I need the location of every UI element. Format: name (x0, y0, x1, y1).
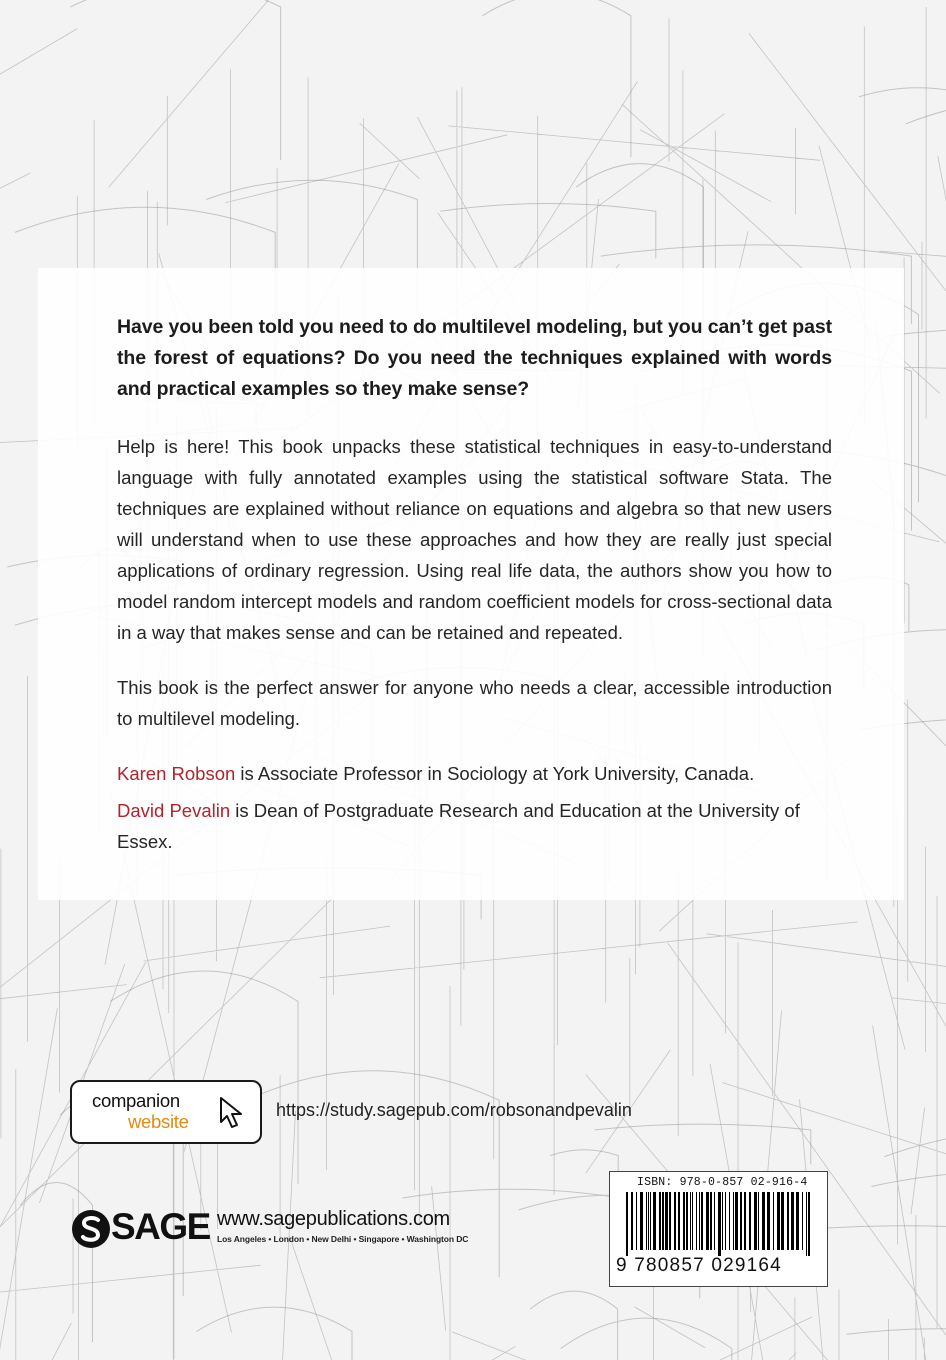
author-name: Karen Robson (117, 763, 236, 784)
barcode-bar (802, 1192, 803, 1250)
description-paragraph: Help is here! This book unpacks these statistical techniques in easy-to-understand language with fully annotated examples using the statistical software Stata. The techniques are explained without reliance on equations and algebra so that new users will understand when to use these approaches and how they are really just special applications of ordinary regression. Using real life data, the authors show you how to model random intercept models and random coefficient models for cross-sectional data in a way that makes sense and can be retained and repeated. (117, 436, 832, 643)
barcode-bar (796, 1192, 799, 1250)
author-name: David Pevalin (117, 800, 231, 821)
audience-paragraph: This book is the perfect answer for anyone who needs a clear, accessible introduction to multilevel modeling. (117, 677, 832, 729)
isbn-label: ISBN: 978-0-857 02-916-4 (637, 1176, 808, 1189)
barcode-bar (710, 1192, 712, 1250)
barcode-bar (699, 1192, 700, 1250)
barcode-bar (646, 1192, 647, 1250)
barcode-bar (758, 1192, 759, 1250)
barcode-bar (690, 1192, 691, 1250)
author-bio (117, 758, 832, 789)
barcode-bar (722, 1192, 723, 1250)
barcode-bar (662, 1192, 664, 1250)
barcode-bar (718, 1192, 721, 1256)
companion-website-badge[interactable] (70, 1080, 262, 1144)
barcode-bar (648, 1192, 649, 1250)
website-label: website (128, 1111, 189, 1132)
barcode-bar (740, 1192, 742, 1250)
barcode-bar (781, 1192, 784, 1250)
barcode-bar (808, 1192, 810, 1256)
barcode-bar (683, 1192, 685, 1250)
companion-url[interactable]: https://study.sagepub.com/robsonandpevalin (276, 1100, 632, 1120)
barcode-bar (744, 1192, 746, 1250)
publisher-cities: Los Angeles • London • New Delhi • Singapore • Washington DC (217, 1234, 469, 1244)
barcode-bar (714, 1192, 715, 1250)
companion-label: companion (92, 1090, 180, 1111)
barcode-bar (706, 1192, 709, 1250)
author-bio-text: is Dean of Postgraduate Research and Education at the University of Essex. (117, 800, 800, 852)
barcode-bar (640, 1192, 643, 1250)
barcode-bar (749, 1192, 751, 1250)
barcode-bar (767, 1192, 770, 1250)
lead-question: Have you been told you need to do multilevel modeling, but you can’t get past the forest of equations? Do you need the techniques explained with words and practical examples so they make sense? (117, 316, 832, 400)
barcode-bar (791, 1192, 794, 1250)
barcode-bar (665, 1192, 668, 1250)
barcode-bar (678, 1192, 680, 1250)
barcode-bar (701, 1192, 703, 1250)
barcode-digits: 9 780857 029164 (616, 1255, 782, 1276)
back-cover-blurb (117, 312, 832, 863)
publisher-website[interactable]: www.sagepublications.com (217, 1208, 450, 1230)
barcode-bar (674, 1192, 676, 1250)
author-bio-text: is Associate Professor in Sociology at York University, Canada. (235, 763, 755, 784)
barcode-bar (659, 1192, 661, 1250)
barcode-bar (669, 1192, 671, 1250)
barcode-bar (631, 1192, 633, 1250)
barcode-bar (735, 1192, 738, 1250)
barcode-bar (725, 1192, 726, 1250)
barcode-bar (773, 1192, 774, 1250)
barcode-bar (729, 1192, 730, 1250)
publisher-name: SAGE (111, 1206, 210, 1247)
barcode-bar (696, 1192, 697, 1250)
mouse-cursor-icon (218, 1096, 248, 1130)
sage-logo-icon (70, 1208, 112, 1250)
barcode-bar (733, 1192, 734, 1250)
barcode-bar (650, 1192, 651, 1250)
barcode-bar (777, 1192, 780, 1250)
barcode-bar (626, 1192, 628, 1256)
barcode-bar (762, 1192, 765, 1250)
barcode-bar (754, 1192, 757, 1250)
barcode-bar (686, 1192, 688, 1250)
author-bio (117, 795, 832, 857)
barcode-bar (692, 1192, 693, 1250)
barcode-bar (806, 1192, 807, 1256)
barcode-bar (653, 1192, 656, 1250)
barcode-bar (787, 1192, 789, 1250)
barcode-bar (636, 1192, 637, 1250)
barcode-bars (626, 1192, 812, 1256)
